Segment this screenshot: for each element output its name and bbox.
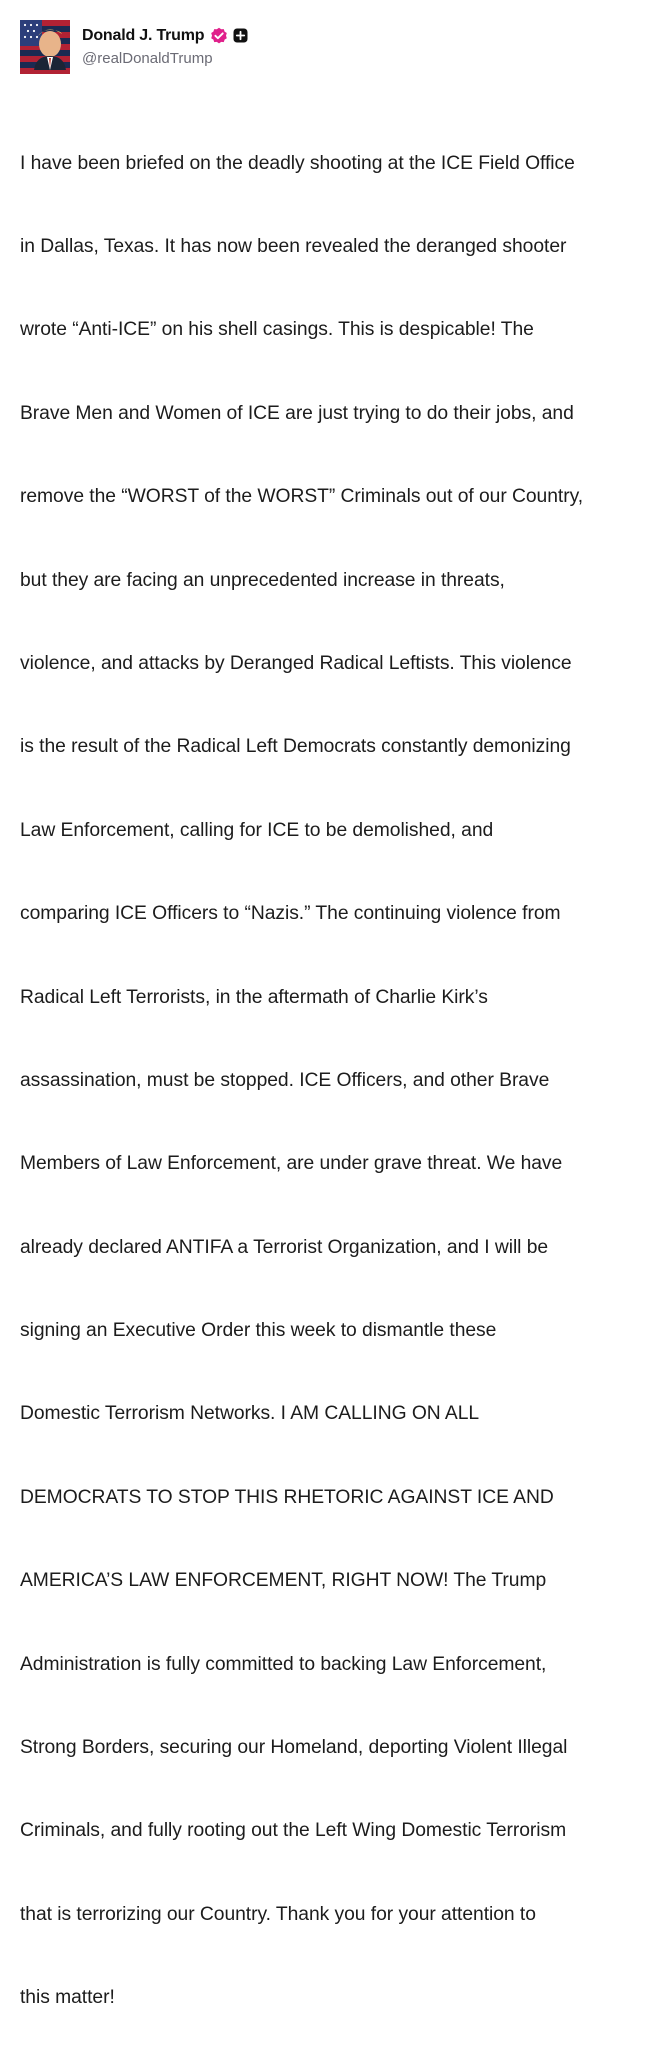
- post-text-line: DEMOCRATS TO STOP THIS RHETORIC AGAINST ICE AND: [20, 1486, 554, 1508]
- post-text-line: wrote “Anti-ICE” on his shell casings. This is despicable! The: [20, 319, 534, 341]
- post-text-line: that is terrorizing our Country. Thank you for your attention to: [20, 1903, 536, 1925]
- post-text: [20, 94, 650, 2068]
- avatar-photo: [20, 20, 70, 70]
- verified-badge-icon: [210, 27, 228, 45]
- post-text-line: I have been briefed on the deadly shooting at the ICE Field Office: [20, 152, 575, 174]
- post-text-line: assassination, must be stopped. ICE Officers, and other Brave: [20, 1069, 550, 1091]
- post-text-line: violence, and attacks by Deranged Radical Leftists. This violence: [20, 652, 572, 674]
- post-text-line: Brave Men and Women of ICE are just trying to do their jobs, and: [20, 402, 574, 424]
- post-text-line: Strong Borders, securing our Homeland, deporting Violent Illegal: [20, 1737, 568, 1759]
- name-row: [82, 24, 248, 48]
- post-text-line: Administration is fully committed to backing Law Enforcement,: [20, 1653, 547, 1675]
- post-text-line: this matter!: [20, 1987, 115, 2009]
- author-identity: [82, 24, 248, 67]
- post-text-line: Members of Law Enforcement, are under grave threat. We have: [20, 1153, 563, 1175]
- post-text-line: AMERICA’S LAW ENFORCEMENT, RIGHT NOW! The Trump: [20, 1570, 547, 1592]
- avatar[interactable]: [20, 20, 70, 70]
- post-text-line: is the result of the Radical Left Democrats constantly demonizing: [20, 736, 571, 758]
- post-text-line: already declared ANTIFA a Terrorist Organization, and I will be: [20, 1236, 549, 1258]
- post-text-line: in Dallas, Texas. It has now been revealed the deranged shooter: [20, 235, 567, 257]
- post-text-line: Criminals, and fully rooting out the Left Wing Domestic Terrorism: [20, 1820, 567, 1842]
- post-header: [20, 20, 248, 70]
- post-text-line: remove the “WORST of the WORST” Criminals out of our Country,: [20, 486, 584, 508]
- plus-square-icon[interactable]: [233, 28, 248, 43]
- post-text-line: but they are facing an unprecedented increase in threats,: [20, 569, 505, 591]
- post-text-line: signing an Executive Order this week to dismantle these: [20, 1320, 497, 1342]
- author-display-name[interactable]: Donald J. Trump: [82, 26, 205, 44]
- author-handle[interactable]: @realDonaldTrump: [82, 49, 213, 67]
- post-text-line: Law Enforcement, calling for ICE to be demolished, and: [20, 819, 494, 841]
- post-text-line: Radical Left Terrorists, in the aftermath of Charlie Kirk’s: [20, 986, 488, 1008]
- post-text-line: Domestic Terrorism Networks. I AM CALLING ON ALL: [20, 1403, 480, 1425]
- post-text-line: comparing ICE Officers to “Nazis.” The continuing violence from: [20, 903, 561, 925]
